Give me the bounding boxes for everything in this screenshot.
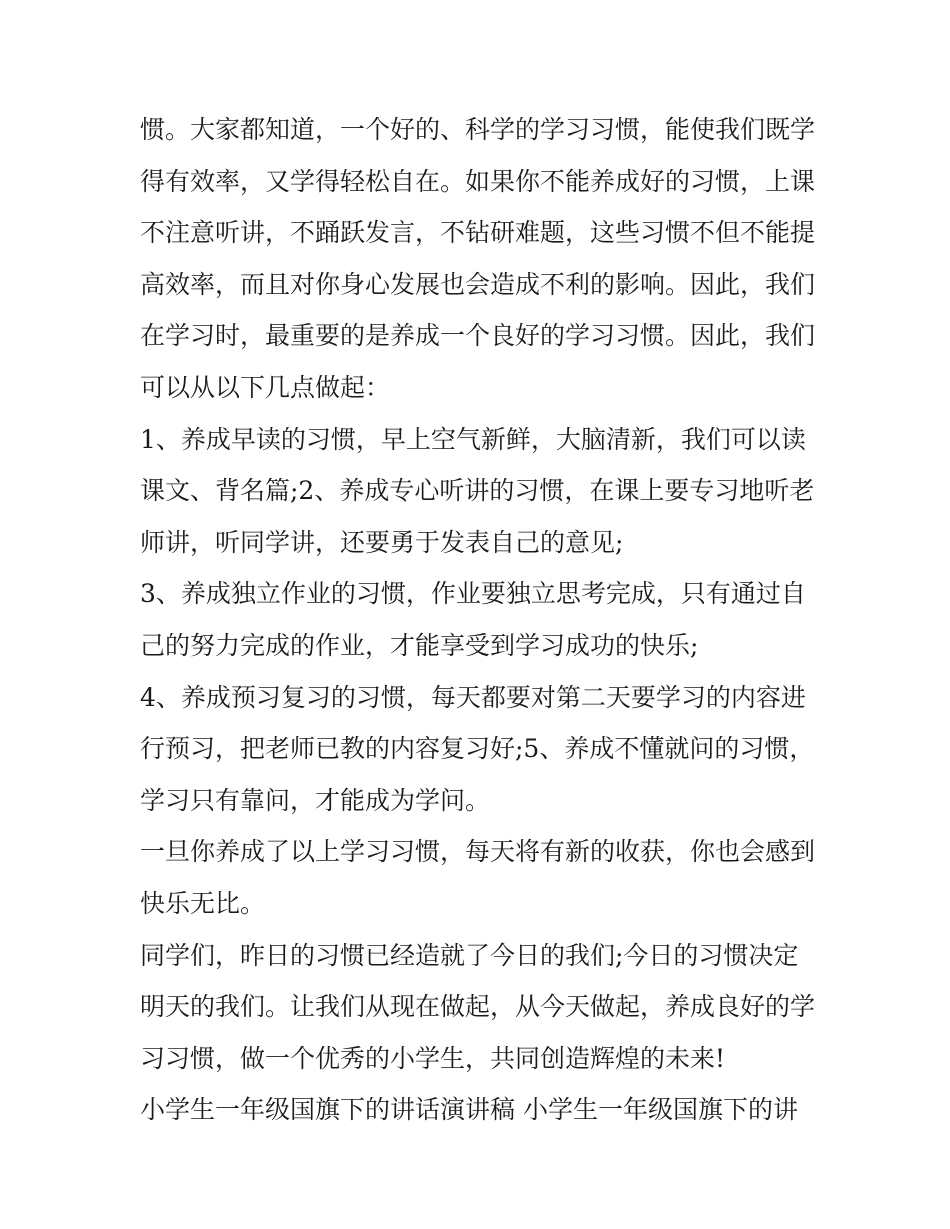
text-line: 同学们，昨日的习惯已经造就了今日的我们;今日的习惯决定 — [140, 940, 799, 970]
text-line: 惯。大家都知道，一个好的、科学的学习习惯，能使我们既学 — [140, 115, 816, 144]
text-line: 学习只有靠问，才能成为学问。 — [140, 785, 491, 815]
text-line: 快乐无比。 — [140, 888, 266, 918]
text-line: 明天的我们。让我们从现在做起，从今天做起，养成良好的学 — [140, 992, 816, 1022]
paragraph-habits-intro — [140, 104, 820, 414]
paragraph-next-title — [140, 1084, 820, 1136]
text-line: 小学生一年级国旗下的讲话演讲稿 小学生一年级国旗下的讲 — [140, 1095, 798, 1125]
text-line: 4、养成预习复习的习惯，每天都要对第二天要学习的内容进 — [140, 682, 806, 712]
text-line: 可以从以下几点做起： — [140, 372, 391, 402]
paragraph-item-1-2 — [140, 414, 820, 569]
paragraph-summary — [140, 826, 820, 929]
paragraph-item-4-5 — [140, 672, 820, 827]
text-line: 一旦你养成了以上学习习惯，每天将有新的收获，你也会感到 — [140, 837, 816, 867]
text-line: 课文、背名篇;2、养成专心听讲的习惯，在课上要专习地听老 — [140, 476, 815, 506]
text-line: 3、养成独立作业的习惯，作业要独立思考完成，只有通过自 — [140, 579, 806, 609]
text-line: 高效率，而且对你身心发展也会造成不利的影响。因此，我们 — [140, 269, 816, 299]
text-line: 不注意听讲，不踊跃发言，不钻研难题，这些习惯不但不能提 — [140, 218, 816, 248]
text-line: 习习惯，做一个优秀的小学生，共同创造辉煌的未来! — [140, 1043, 726, 1073]
text-line: 行预习，把老师已教的内容复习好;5、养成不懂就问的习惯， — [140, 734, 815, 764]
text-line: 师讲，听同学讲，还要勇于发表自己的意见; — [140, 527, 624, 557]
text-line: 己的努力完成的作业，才能享受到学习成功的快乐; — [140, 630, 699, 660]
text-line: 1、养成早读的习惯，早上空气新鲜，大脑清新，我们可以读 — [140, 424, 806, 454]
paragraph-closing — [140, 930, 820, 1085]
paragraph-item-3 — [140, 568, 820, 671]
text-line: 得有效率，又学得轻松自在。如果你不能养成好的习惯，上课 — [140, 166, 816, 196]
text-line: 在学习时，最重要的是养成一个良好的学习习惯。因此，我们 — [140, 321, 816, 351]
document-body — [140, 104, 820, 1136]
